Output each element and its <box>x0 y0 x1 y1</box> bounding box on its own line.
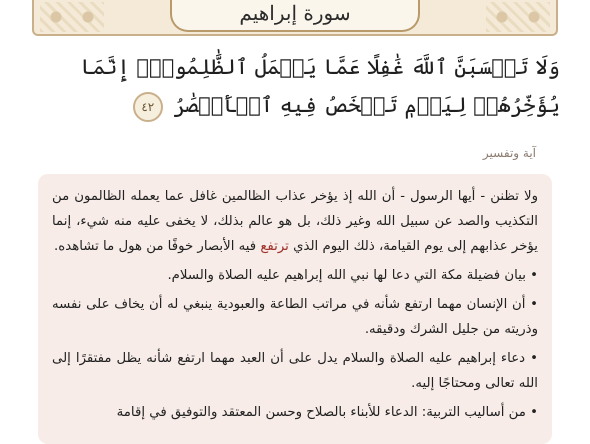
surah-title-plate <box>170 0 420 32</box>
surah-title: سورة إبراهيم <box>239 1 351 25</box>
tafsir-highlight-word[interactable]: ترتفع <box>260 239 289 254</box>
section-label: آية وتفسير <box>482 146 536 160</box>
ornament-right-icon <box>486 2 550 32</box>
verse-number-badge: ٤٢ <box>133 92 163 122</box>
verse-text-block[interactable] <box>30 48 560 124</box>
tafsir-text-before: ولا تظنن - أيها الرسول - أن الله إذ يؤخر عذاب الظالمين غافل عما يعمله الظالمون من التكذيب والصد عن سبيل الله وغير ذلك، بل هو عالم بذلك، لا يخفى عليه منه شيء، إنما يؤخر عذابهم إلى يوم القيامة، ذلك اليوم الذي <box>52 189 538 254</box>
tafsir-text-after: فيه الأبصار خوفًا من هول ما تشاهده. <box>54 239 261 254</box>
ornament-left-icon <box>40 2 104 32</box>
verse-text: وَلَا تَحۡسَبَنَّ ٱللَّهَ غَٰفِلًا عَمَّا يَعۡمَلُ ٱلظَّٰلِمُونَۚ إِنَّمَا يُؤَخِّرُهُمۡ لِيَوۡمٖ تَشۡخَصُ فِيهِ ٱلۡأَبۡصَٰرُ <box>80 55 560 117</box>
surah-header-banner <box>32 0 558 36</box>
benefit-item: • بيان فضيلة مكة التي دعا لها نبي الله إبراهيم عليه الصلاة والسلام. <box>52 263 538 288</box>
tafsir-card <box>38 174 552 444</box>
benefit-item: • أن الإنسان مهما ارتفع شأنه في مراتب الطاعة والعبودية ينبغي له أن يخاف على نفسه وذريته من جليل الشرك ودقيقه. <box>52 292 538 342</box>
tafsir-paragraph <box>52 184 538 259</box>
benefit-item: • دعاء إبراهيم عليه الصلاة والسلام يدل على أن العبد مهما ارتفع شأنه يظل مفتقرًا إلى الله تعالى ومحتاجًا إليه. <box>52 346 538 396</box>
benefit-item: • من أساليب التربية: الدعاء للأبناء بالصلاح وحسن المعتقد والتوفيق في إقامة <box>52 400 538 425</box>
